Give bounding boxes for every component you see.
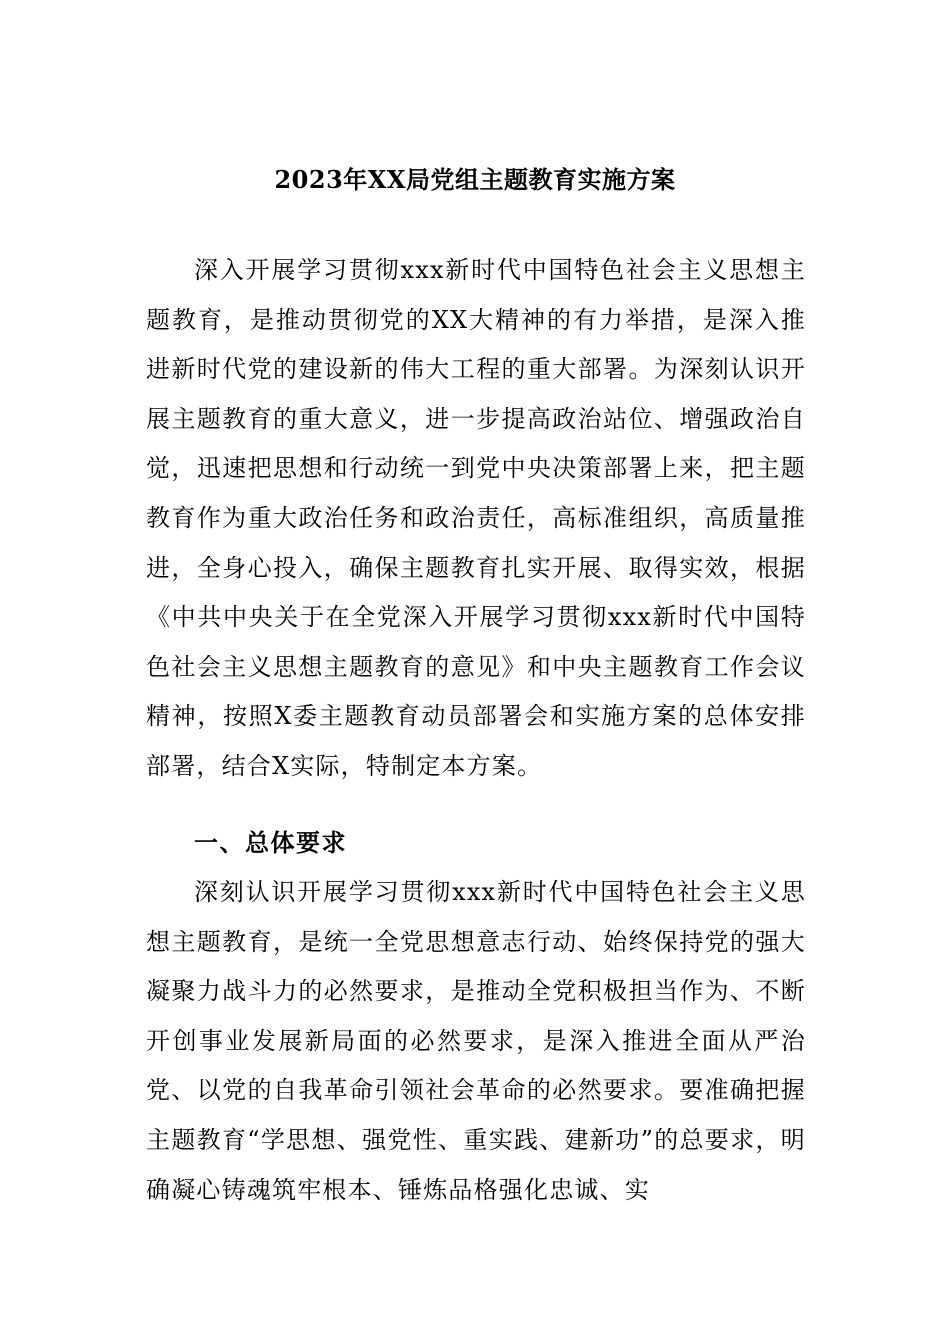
intro-section	[146, 246, 806, 792]
document-title: 2023年XX局党组主题教育实施方案	[274, 165, 676, 194]
general-requirements-section	[146, 868, 806, 1215]
section-heading-general-requirements: 一、总体要求	[194, 828, 347, 857]
general-requirements-paragraph: 深刻认识开展学习贯彻xxx新时代中国特色社会主义思想主题教育，是统一全党思想意志行动、始终保持党的强大凝聚力战斗力的必然要求，是推动全党积极担当作为、不断开创事业发展新局面的必然要求，是深入推进全面从严治党、以党的自我革命引领社会革命的必然要求。要准确把握主题教育“学思想、强党性、重实践、建新功”的总要求，明确凝心铸魂筑牢根本、锤炼品格强化忠诚、实	[146, 878, 806, 1204]
intro-paragraph: 深入开展学习贯彻xxx新时代中国特色社会主义思想主题教育，是推动贯彻党的XX大精神的有力举措，是深入推进新时代党的建设新的伟大工程的重大部署。为深刻认识开展主题教育的重大意义，进一步提高政治站位、增强政治自觉，迅速把思想和行动统一到党中央决策部署上来，把主题教育作为重大政治任务和政治责任，高标准组织，高质量推进，全身心投入，确保主题教育扎实开展、取得实效，根据《中共中央关于在全党深入开展学习贯彻xxx新时代中国特色社会主义思想主题教育的意见》和中央主题教育工作会议精神，按照X委主题教育动员部署会和实施方案的总体安排部署，结合X实际，特制定本方案。	[146, 256, 806, 780]
